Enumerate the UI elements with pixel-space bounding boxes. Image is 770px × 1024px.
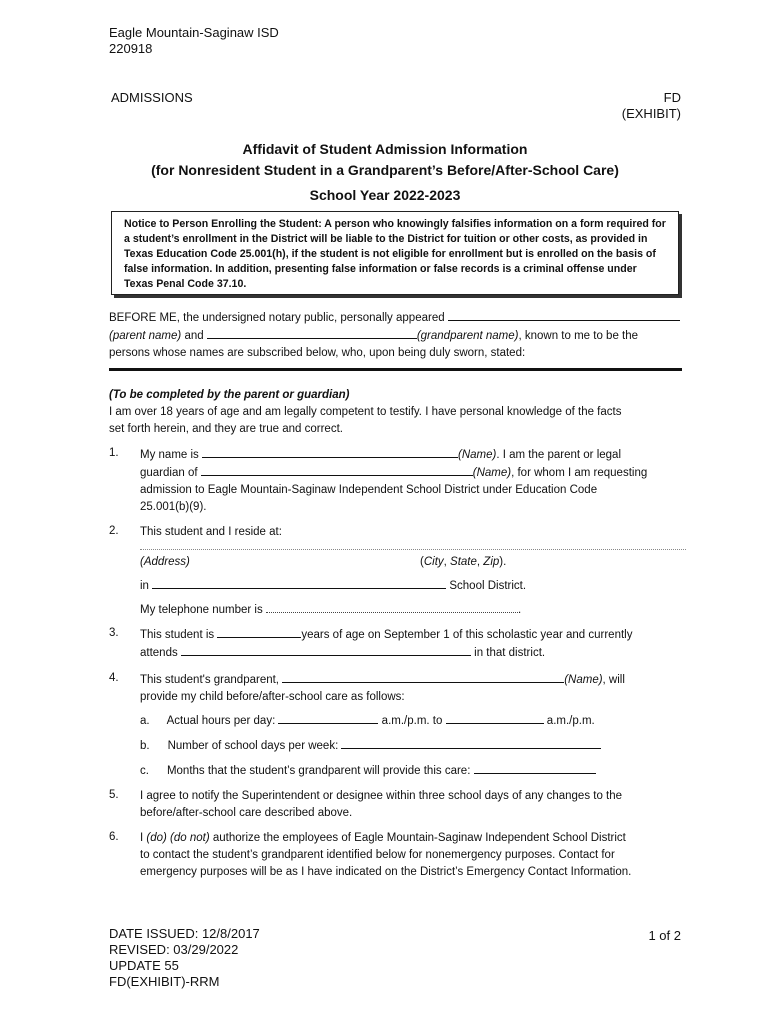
item4-text-b: , will xyxy=(602,674,625,686)
grandparent-name-field[interactable] xyxy=(207,327,417,339)
item1-text-b: . I am the parent or legal xyxy=(496,449,621,461)
item-2 xyxy=(140,524,688,619)
item1-name-label: (Name) xyxy=(458,449,497,461)
do-do-not-option[interactable]: (do) (do not) xyxy=(146,832,210,844)
item-4 xyxy=(140,671,685,706)
phone-period: . xyxy=(517,604,522,616)
item-number-4: 4. xyxy=(109,672,119,684)
competency-line2: set forth herein, and they are true and correct. xyxy=(109,423,343,435)
item3-text-b: years of age on September 1 of this scholastic year and currently xyxy=(301,629,633,641)
page-subtitle: (for Nonresident Student in a Grandparent’s Before/After-School Care) xyxy=(151,162,619,178)
parent-section-heading: (To be completed by the parent or guardian) xyxy=(109,389,350,401)
page-title: Affidavit of Student Admission Information xyxy=(242,141,528,157)
before-me-text: BEFORE ME, the undersigned notary public, personally appeared xyxy=(109,312,445,324)
address-input[interactable] xyxy=(140,541,686,550)
item3-text-d: in that district. xyxy=(474,647,546,659)
item4-text: This student's grandparent, xyxy=(140,674,279,686)
item-5 xyxy=(140,788,685,822)
subitem-a-label: a. xyxy=(140,715,150,727)
policy-sub: (EXHIBIT) xyxy=(621,106,681,121)
item6-text-a: authorize the employees of Eagle Mountain-Saginaw Independent School District xyxy=(209,832,626,844)
item3-text: This student is xyxy=(140,629,215,641)
school-district-label: School District. xyxy=(449,580,527,592)
school-district-input[interactable] xyxy=(152,577,446,589)
item3-text-c: attends xyxy=(140,647,178,659)
subitem-b-label: b. xyxy=(140,740,150,752)
item6-text-c: emergency purposes will be as I have indicated on the District’s Emergency Contact Information. xyxy=(140,866,632,878)
days-per-week-input[interactable] xyxy=(341,737,601,749)
subitem-a xyxy=(140,712,595,730)
grandparent-name-label: (grandparent name) xyxy=(416,330,519,342)
student-age-input[interactable] xyxy=(217,626,301,638)
item-number-2: 2. xyxy=(109,525,119,537)
item-number-5: 5. xyxy=(109,789,119,801)
school-year: School Year 2022-2023 xyxy=(309,187,461,203)
hours-from-input[interactable] xyxy=(278,712,378,724)
item1-name2-label: (Name) xyxy=(472,467,512,479)
parent-section xyxy=(109,387,689,438)
item1-text-c: guardian of xyxy=(140,467,198,479)
item6-text-b: to contact the student’s grandparent identified below for nonemergency purposes. Contact for xyxy=(140,849,615,861)
subitem-c-label: c. xyxy=(140,765,149,777)
sworn-text: persons whose names are subscribed below, who, upon being duly sworn, stated: xyxy=(109,347,526,359)
item-number-6: 6. xyxy=(109,831,119,843)
item4-name-label: (Name) xyxy=(564,674,603,686)
ampm-text: a.m./p.m. xyxy=(546,715,595,727)
phone-input[interactable] xyxy=(266,601,518,613)
update-number: UPDATE 55 xyxy=(109,958,179,973)
item-6 xyxy=(140,830,690,881)
address-label: (Address) xyxy=(140,556,190,568)
notice-box: Notice to Person Enrolling the Student: A person who knowingly falsifies information on a form required for a student’s enrollment in the District will be liable to the District for tuition or other costs, as provided in Texas Education Code 25.001(h), if the student is not eligible for enrollment but is enrolled on the basis of false information. In addition, presenting false information or false records is a criminal offense under Texas Penal Code 37.10. xyxy=(111,211,679,295)
item2-text: This student and I reside at: xyxy=(140,526,282,538)
grandparent-name-input[interactable] xyxy=(282,671,564,683)
section-divider xyxy=(109,368,682,371)
parent-name-field[interactable] xyxy=(448,309,680,321)
subitem-b xyxy=(140,737,601,755)
hours-text: Actual hours per day: xyxy=(166,715,276,727)
student-name-input[interactable] xyxy=(201,464,473,476)
before-me-paragraph xyxy=(109,309,689,362)
item-3 xyxy=(140,626,685,662)
subitem-c xyxy=(140,762,596,780)
phone-label: My telephone number is xyxy=(140,604,263,616)
district-code: 220918 xyxy=(109,41,153,56)
footer-code: FD(EXHIBIT)-RRM xyxy=(109,974,220,989)
hours-to-input[interactable] xyxy=(446,712,544,724)
page-number: 1 of 2 xyxy=(648,928,681,943)
item4-text-c: provide my child before/after-school care as follows: xyxy=(140,691,405,703)
item1-text-e: admission to Eagle Mountain-Saginaw Independent School District under Education Code xyxy=(140,484,598,496)
section-label: ADMISSIONS xyxy=(111,90,193,105)
parent-name-input[interactable] xyxy=(202,446,458,458)
item1-text: My name is xyxy=(140,449,199,461)
ampm-to-text: a.m./p.m. to xyxy=(381,715,443,727)
item1-text-f: 25.001(b)(9). xyxy=(140,501,207,513)
and-text: and xyxy=(184,330,204,342)
competency-line1: I am over 18 years of age and am legally competent to testify. I have personal knowledge of the facts xyxy=(109,406,622,418)
in-text: in xyxy=(140,580,149,592)
date-issued: DATE ISSUED: 12/8/2017 xyxy=(109,926,260,941)
months-text: Months that the student’s grandparent will provide this care: xyxy=(166,765,471,777)
item-number-3: 3. xyxy=(109,627,119,639)
policy-code: FD xyxy=(663,90,681,105)
date-revised: REVISED: 03/29/2022 xyxy=(109,942,239,957)
item5-text-b: before/after-school care described above. xyxy=(140,807,353,819)
district-name: Eagle Mountain-Saginaw ISD xyxy=(109,25,279,40)
item5-text-a: I agree to notify the Superintendent or designee within three school days of any changes to the xyxy=(140,790,623,802)
parent-name-label: (parent name) xyxy=(109,330,182,342)
known-text: , known to me to be the xyxy=(518,330,639,342)
item1-text-d: , for whom I am requesting xyxy=(511,467,648,479)
months-input[interactable] xyxy=(474,762,596,774)
city-state-zip-label: (City, State, Zip). xyxy=(420,556,507,568)
item-number-1: 1. xyxy=(109,447,119,459)
attends-school-input[interactable] xyxy=(181,644,471,656)
item6-i: I xyxy=(140,832,147,844)
days-text: Number of school days per week: xyxy=(167,740,339,752)
footer-meta xyxy=(109,926,260,990)
item-1 xyxy=(140,446,685,516)
